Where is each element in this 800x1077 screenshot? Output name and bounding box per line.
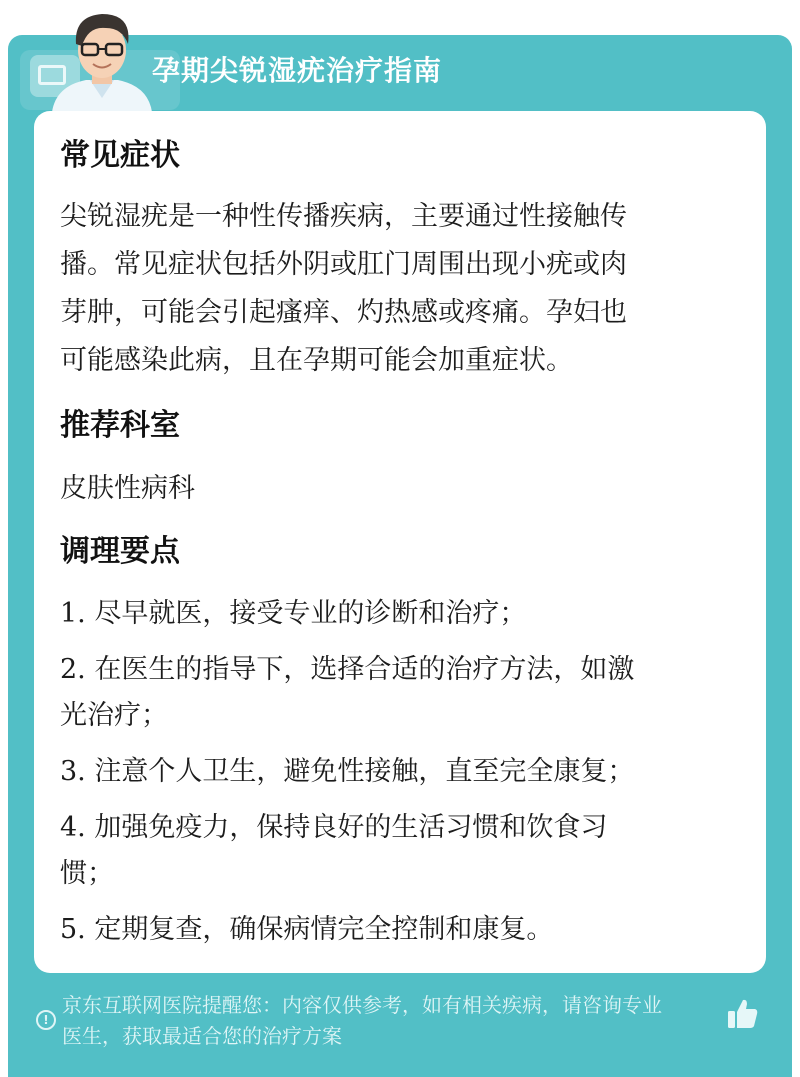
footer-disclaimer [62,990,732,1052]
info-icon: ! [36,1010,56,1030]
footer-line: 京东互联网医院提醒您：内容仅供参考，如有相关疾病，请咨询专业 [62,993,662,1017]
list-item [60,647,730,739]
department-text: 皮肤性病科 [60,473,195,504]
list-item [60,805,730,897]
list-text: 尽早就医，接受专业的诊断和治疗； [94,598,527,629]
list-text: 惯； [60,858,114,889]
list-number: 2. [60,654,86,685]
thumbs-up-icon[interactable] [726,996,760,1032]
symptoms-line: 播。常见症状包括外阴或肛门周围出现小疣或肉 [60,249,627,280]
symptoms-heading: 常见症状 [60,138,180,173]
doctor-avatar-icon [46,6,158,112]
list-text: 注意个人卫生，避免性接触，直至完全康复； [94,756,635,787]
list-number: 3. [60,756,86,787]
list-number: 4. [60,812,86,843]
list-text: 加强免疫力，保持良好的生活习惯和饮食习 [94,812,608,843]
department-heading: 推荐科室 [60,408,180,443]
list-item [60,749,730,795]
list-number: 1. [60,598,86,629]
symptoms-line: 芽肿，可能会引起瘙痒、灼热感或疼痛。孕妇也 [60,297,627,328]
list-text: 在医生的指导下，选择合适的治疗方法，如激 [94,654,635,685]
footer-line: 医生，获取最适合您的治疗方案 [62,1024,342,1048]
list-text: 定期复查，确保病情完全控制和康复。 [94,914,554,945]
list-item [60,907,730,953]
content-card [34,111,766,973]
list-item [60,591,730,637]
list-number: 5. [60,914,86,945]
symptoms-line: 可能感染此病，且在孕期可能会加重症状。 [60,345,573,376]
symptoms-line: 尖锐湿疣是一种性传播疾病，主要通过性接触传 [60,201,627,232]
list-text: 光治疗； [60,700,168,731]
care-heading: 调理要点 [60,534,180,569]
page-title: 孕期尖锐湿疣治疗指南 [152,54,443,87]
